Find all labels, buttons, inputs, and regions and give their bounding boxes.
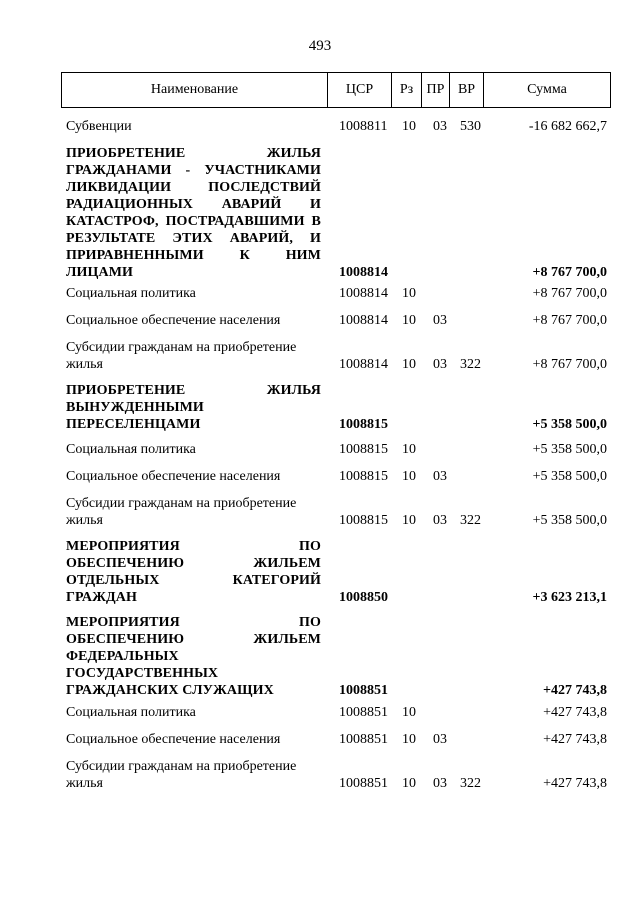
row-name: Социальное обеспечение населения <box>66 469 281 484</box>
row-name: МЕРОПРИЯТИЯ ПО ОБЕСПЕЧЕНИЮ ЖИЛЬЕМ ФЕДЕРАЛЬНЫХ ГОСУДАРСТВЕННЫХ ГРАЖДАНСКИХ СЛУЖАЩИХ <box>66 615 321 698</box>
row-pr: 03 <box>433 776 447 791</box>
row-csr: 1008851 <box>339 683 388 698</box>
row-csr: 1008851 <box>339 732 388 747</box>
row-csr: 1008814 <box>339 265 388 280</box>
row-name: Социальная политика <box>66 705 196 720</box>
row-sum: -16 682 662,7 <box>528 119 607 134</box>
row-csr: 1008811 <box>339 119 388 134</box>
row-csr: 1008814 <box>339 357 388 372</box>
row-name: ПРИОБРЕТЕНИЕ ЖИЛЬЯ ВЫНУЖДЕННЫМИ ПЕРЕСЕЛЕНЦАМИ <box>66 383 321 432</box>
header-vr: ВР <box>450 73 484 107</box>
row-rz: 10 <box>402 776 416 791</box>
header-pr: ПР <box>422 73 450 107</box>
row-csr: 1008851 <box>339 776 388 791</box>
row-rz: 10 <box>402 313 416 328</box>
row-rz: 10 <box>402 119 416 134</box>
row-sum: +8 767 700,0 <box>532 265 607 280</box>
row-pr: 03 <box>433 513 447 528</box>
row-sum: +5 358 500,0 <box>532 442 607 457</box>
row-name: ПРИОБРЕТЕНИЕ ЖИЛЬЯ ГРАЖДАНАМИ - УЧАСТНИКАМИ ЛИКВИДАЦИИ ПОСЛЕДСТВИЙ РАДИАЦИОННЫХ АВАРИЙ И КАТАСТРОФ, ПОСТРАДАВШИМИ В РЕЗУЛЬТАТЕ ЭТИХ АВАРИЙ, И ПРИРАВНЕННЫМИ К НИМ ЛИЦАМИ <box>66 146 321 280</box>
row-sum: +427 743,8 <box>543 732 607 747</box>
row-rz: 10 <box>402 469 416 484</box>
row-sum: +5 358 500,0 <box>532 469 607 484</box>
row-rz: 10 <box>402 286 416 301</box>
page-number: 493 <box>308 38 332 54</box>
row-csr: 1008815 <box>339 513 388 528</box>
row-sum: +8 767 700,0 <box>532 357 607 372</box>
row-csr: 1008814 <box>339 313 388 328</box>
row-name: МЕРОПРИЯТИЯ ПО ОБЕСПЕЧЕНИЮ ЖИЛЬЕМ ОТДЕЛЬНЫХ КАТЕГОРИЙ ГРАЖДАН <box>66 539 321 605</box>
row-csr: 1008815 <box>339 417 388 432</box>
row-csr: 1008850 <box>339 590 388 605</box>
row-name: Социальная политика <box>66 286 196 301</box>
row-csr: 1008814 <box>339 286 388 301</box>
row-pr: 03 <box>433 357 447 372</box>
row-vr: 322 <box>460 357 481 372</box>
row-rz: 10 <box>402 732 416 747</box>
row-rz: 10 <box>402 442 416 457</box>
row-rz: 10 <box>402 705 416 720</box>
row-sum: +3 623 213,1 <box>532 590 607 605</box>
row-name: Субвенции <box>66 119 132 134</box>
row-csr: 1008851 <box>339 705 388 720</box>
header-sum: Сумма <box>527 82 567 97</box>
row-name: Субсидии гражданам на приобретение жилья <box>66 759 297 791</box>
row-pr: 03 <box>433 119 447 134</box>
row-sum: +8 767 700,0 <box>532 286 607 301</box>
row-vr: 530 <box>460 119 481 134</box>
header-rz: Рз <box>392 73 422 107</box>
row-rz: 10 <box>402 357 416 372</box>
row-csr: 1008815 <box>339 442 388 457</box>
row-sum: +5 358 500,0 <box>532 513 607 528</box>
row-sum: +427 743,8 <box>543 705 607 720</box>
row-name: Социальное обеспечение населения <box>66 313 281 328</box>
row-name: Субсидии гражданам на приобретение жилья <box>66 340 297 372</box>
row-name: Социальное обеспечение населения <box>66 732 281 747</box>
row-sum: +427 743,8 <box>543 776 607 791</box>
row-sum: +5 358 500,0 <box>532 417 607 432</box>
row-vr: 322 <box>460 513 481 528</box>
header-csr: ЦСР <box>328 73 392 107</box>
row-sum: +8 767 700,0 <box>532 313 607 328</box>
row-pr: 03 <box>433 469 447 484</box>
table-header <box>61 72 611 108</box>
row-csr: 1008815 <box>339 469 388 484</box>
row-sum: +427 743,8 <box>543 683 607 698</box>
row-pr: 03 <box>433 313 447 328</box>
row-pr: 03 <box>433 732 447 747</box>
header-name: Наименование <box>62 73 328 107</box>
row-name: Субсидии гражданам на приобретение жилья <box>66 496 297 528</box>
row-rz: 10 <box>402 513 416 528</box>
row-name: Социальная политика <box>66 442 196 457</box>
row-vr: 322 <box>460 776 481 791</box>
